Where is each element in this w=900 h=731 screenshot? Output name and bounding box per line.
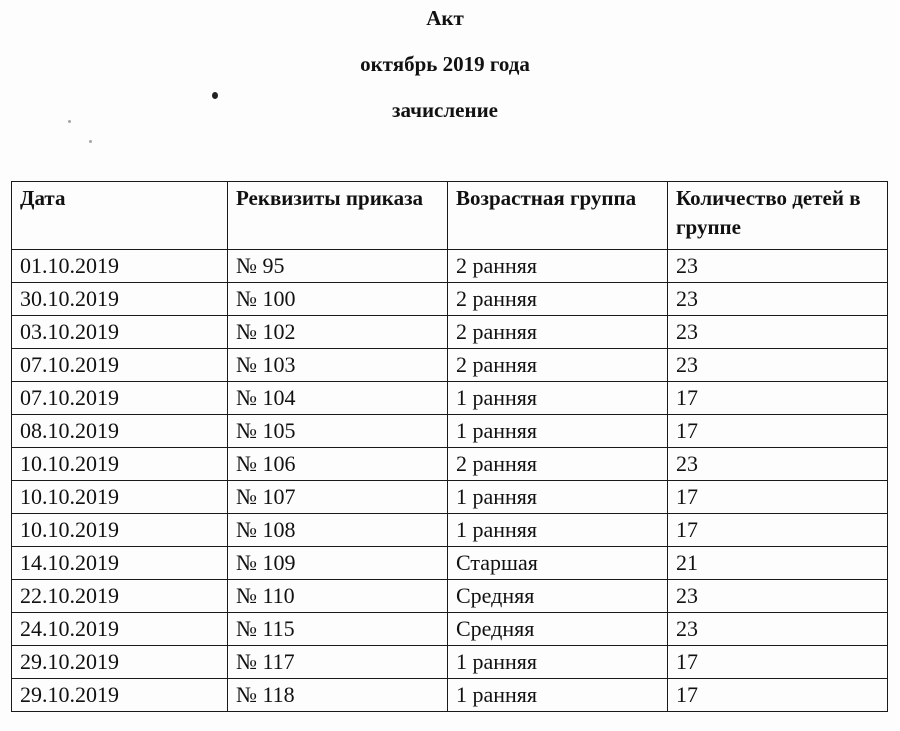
cell-date: 07.10.2019 bbox=[12, 382, 228, 415]
column-header-children-count: Количество детей в группе bbox=[668, 182, 888, 250]
cell-order: № 100 bbox=[228, 283, 448, 316]
cell-order: № 117 bbox=[228, 646, 448, 679]
cell-date: 10.10.2019 bbox=[12, 481, 228, 514]
cell-date: 24.10.2019 bbox=[12, 613, 228, 646]
table-header bbox=[12, 182, 888, 250]
enrollment-table bbox=[11, 181, 888, 712]
cell-children-count: 23 bbox=[668, 613, 888, 646]
cell-date: 07.10.2019 bbox=[12, 349, 228, 382]
table-row bbox=[12, 283, 888, 316]
cell-date: 29.10.2019 bbox=[12, 679, 228, 712]
cell-date: 10.10.2019 bbox=[12, 448, 228, 481]
cell-age-group: 1 ранняя bbox=[448, 679, 668, 712]
table-row bbox=[12, 382, 888, 415]
table-body bbox=[12, 250, 888, 712]
column-header-order: Реквизиты приказа bbox=[228, 182, 448, 250]
cell-order: № 118 bbox=[228, 679, 448, 712]
cell-date: 22.10.2019 bbox=[12, 580, 228, 613]
cell-date: 01.10.2019 bbox=[12, 250, 228, 283]
table-row bbox=[12, 679, 888, 712]
table-row bbox=[12, 250, 888, 283]
cell-age-group: 1 ранняя bbox=[448, 514, 668, 547]
cell-date: 03.10.2019 bbox=[12, 316, 228, 349]
cell-order: № 108 bbox=[228, 514, 448, 547]
cell-order: № 106 bbox=[228, 448, 448, 481]
cell-children-count: 17 bbox=[668, 514, 888, 547]
cell-age-group: 2 ранняя bbox=[448, 283, 668, 316]
table-row bbox=[12, 613, 888, 646]
cell-age-group: 2 ранняя bbox=[448, 349, 668, 382]
cell-children-count: 21 bbox=[668, 547, 888, 580]
cell-age-group: Средняя bbox=[448, 580, 668, 613]
cell-children-count: 17 bbox=[668, 481, 888, 514]
cell-date: 30.10.2019 bbox=[12, 283, 228, 316]
cell-age-group: 1 ранняя bbox=[448, 481, 668, 514]
document-subtitle: зачисление bbox=[392, 98, 498, 122]
cell-children-count: 23 bbox=[668, 316, 888, 349]
cell-age-group: Средняя bbox=[448, 613, 668, 646]
scan-speck bbox=[89, 140, 92, 143]
cell-order: № 107 bbox=[228, 481, 448, 514]
table-row bbox=[12, 646, 888, 679]
cell-children-count: 17 bbox=[668, 679, 888, 712]
table-row bbox=[12, 415, 888, 448]
cell-age-group: 2 ранняя bbox=[448, 250, 668, 283]
table-row bbox=[12, 481, 888, 514]
cell-order: № 103 bbox=[228, 349, 448, 382]
column-header-age-group: Возрастная группа bbox=[448, 182, 668, 250]
cell-date: 10.10.2019 bbox=[12, 514, 228, 547]
cell-age-group: 1 ранняя bbox=[448, 382, 668, 415]
cell-order: № 115 bbox=[228, 613, 448, 646]
cell-date: 29.10.2019 bbox=[12, 646, 228, 679]
table-row bbox=[12, 547, 888, 580]
cell-age-group: 1 ранняя bbox=[448, 646, 668, 679]
cell-age-group: 2 ранняя bbox=[448, 316, 668, 349]
column-header-date: Дата bbox=[12, 182, 228, 250]
table-row bbox=[12, 514, 888, 547]
cell-children-count: 23 bbox=[668, 250, 888, 283]
cell-age-group: Старшая bbox=[448, 547, 668, 580]
cell-children-count: 23 bbox=[668, 349, 888, 382]
cell-order: № 95 bbox=[228, 250, 448, 283]
cell-order: № 102 bbox=[228, 316, 448, 349]
cell-order: № 105 bbox=[228, 415, 448, 448]
table-row bbox=[12, 580, 888, 613]
cell-order: № 104 bbox=[228, 382, 448, 415]
cell-children-count: 17 bbox=[668, 646, 888, 679]
cell-children-count: 17 bbox=[668, 382, 888, 415]
cell-children-count: 17 bbox=[668, 415, 888, 448]
header-row bbox=[12, 182, 888, 250]
cell-children-count: 23 bbox=[668, 283, 888, 316]
table-row bbox=[12, 448, 888, 481]
cell-children-count: 23 bbox=[668, 580, 888, 613]
table-row bbox=[12, 349, 888, 382]
cell-age-group: 1 ранняя bbox=[448, 415, 668, 448]
cell-age-group: 2 ранняя bbox=[448, 448, 668, 481]
document-title: Акт bbox=[426, 6, 464, 30]
scan-speck bbox=[68, 120, 71, 123]
cell-date: 14.10.2019 bbox=[12, 547, 228, 580]
cell-date: 08.10.2019 bbox=[12, 415, 228, 448]
cell-order: № 110 bbox=[228, 580, 448, 613]
cell-order: № 109 bbox=[228, 547, 448, 580]
document-period: октябрь 2019 года bbox=[360, 52, 530, 76]
cell-children-count: 23 bbox=[668, 448, 888, 481]
table-row bbox=[12, 316, 888, 349]
scan-speck bbox=[212, 92, 218, 99]
